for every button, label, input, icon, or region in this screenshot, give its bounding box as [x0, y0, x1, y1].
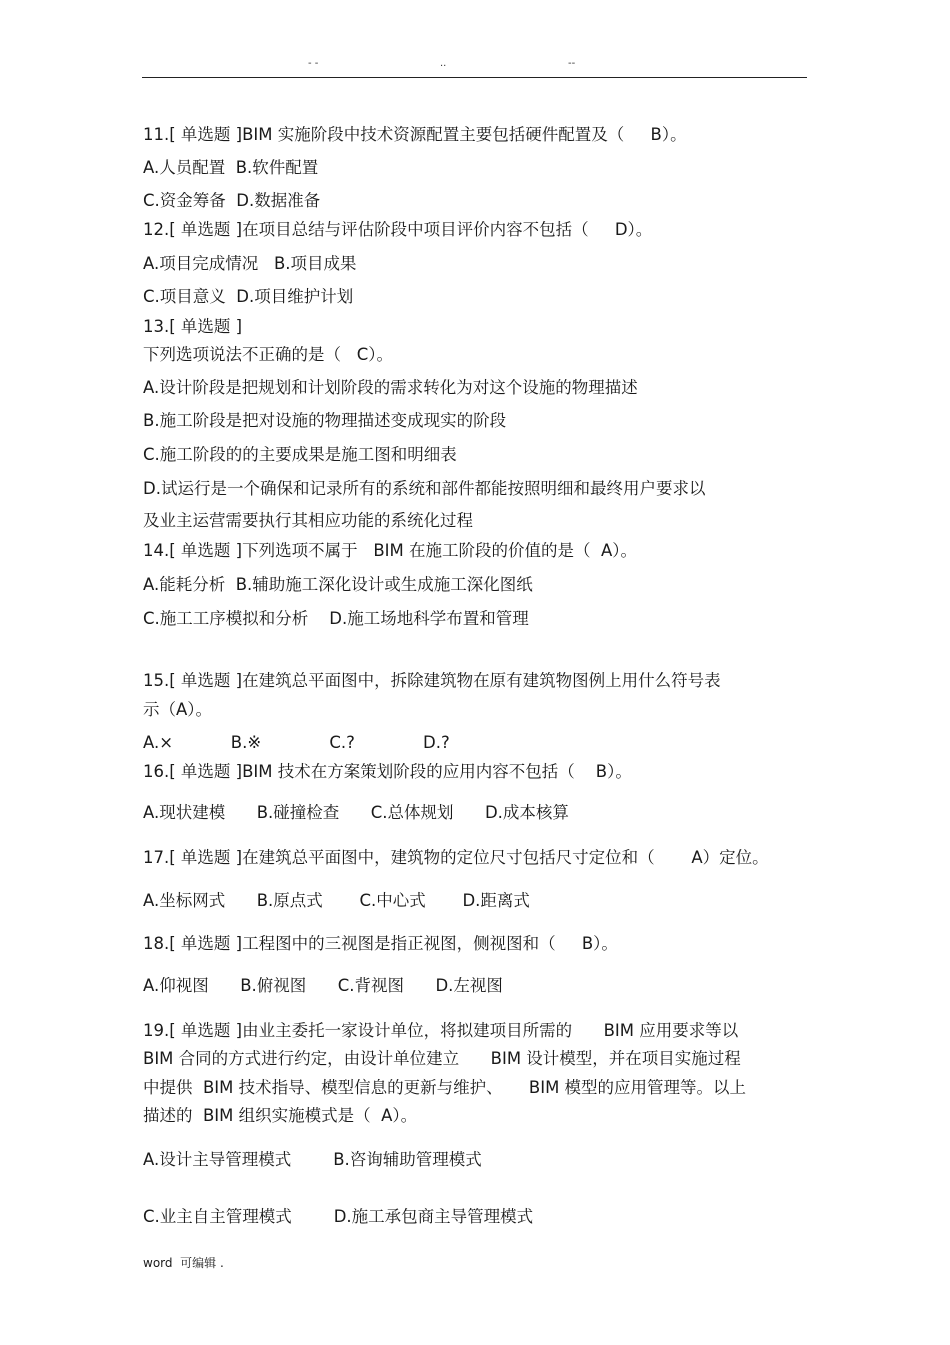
question-14-options-ab: A.能耗分析 B.辅助施工深化设计或生成施工深化图纸 — [143, 575, 533, 594]
question-14: 14.[ 单选题 ]下列选项不属于 BIM 在施工阶段的价值的是（ A）。 — [143, 541, 638, 560]
header-rule — [142, 77, 807, 78]
question-12: 12.[ 单选题 ]在项目总结与评估阶段中项目评价内容不包括（ D）。 — [143, 220, 653, 239]
question-12-options-cd: C.项目意义 D.项目维护计划 — [143, 287, 354, 306]
question-19-line-3: 中提供 BIM 技术指导、模型信息的更新与维护、 BIM 模型的应用管理等。以上 — [143, 1078, 747, 1097]
page-header-marks — [0, 58, 950, 72]
question-16-options: A.现状建模 B.碰撞检查 C.总体规划 D.成本核算 — [143, 803, 569, 822]
question-13: 下列选项说法不正确的是（ C）。 — [143, 345, 394, 364]
question-13-option-b: B.施工阶段是把对设施的物理描述变成现实的阶段 — [143, 411, 507, 430]
question-12-options-ab: A.项目完成情况 B.项目成果 — [143, 254, 357, 273]
question-19-line-2: BIM 合同的方式进行约定，由设计单位建立 BIM 设计模型，并在项目实施过程 — [143, 1049, 741, 1068]
question-14-options-cd: C.施工工序模拟和分析 D.施工场地科学布置和管理 — [143, 609, 529, 628]
header-mark-right: -- — [568, 58, 576, 69]
question-13-label: 13.[ 单选题 ] — [143, 317, 243, 336]
question-19-options-ab: A.设计主导管理模式 B.咨询辅助管理模式 — [143, 1150, 482, 1169]
question-11-options-cd: C.资金筹备 D.数据准备 — [143, 191, 321, 210]
question-19-line-1: 19.[ 单选题 ]由业主委托一家设计单位，将拟建项目所需的 BIM 应用要求等以 — [143, 1021, 739, 1040]
question-19-line-4: 描述的 BIM 组织实施模式是（ A）。 — [143, 1106, 418, 1125]
question-15: 15.[ 单选题 ]在建筑总平面图中，拆除建筑物在原有建筑物图例上用什么符号表 — [143, 671, 721, 690]
header-mark-left: - - — [308, 58, 319, 69]
question-15-cont: 示（A）。 — [143, 700, 213, 719]
question-16: 16.[ 单选题 ]BIM 技术在方案策划阶段的应用内容不包括（ B）。 — [143, 762, 632, 781]
question-13-option-d: D.试运行是一个确保和记录所有的系统和部件都能按照明细和最终用户要求以 — [143, 479, 706, 498]
question-13-option-c: C.施工阶段的的主要成果是施工图和明细表 — [143, 445, 457, 464]
question-13-option-a: A.设计阶段是把规划和计划阶段的需求转化为对这个设施的物理描述 — [143, 378, 638, 397]
question-15-options: A.× B.※ C.? D.? — [143, 733, 450, 752]
page-footer: word 可编辑 . — [143, 1256, 224, 1270]
header-mark-middle: .. — [440, 58, 447, 69]
question-18-options: A.仰视图 B.俯视图 C.背视图 D.左视图 — [143, 976, 503, 995]
question-11: 11.[ 单选题 ]BIM 实施阶段中技术资源配置主要包括硬件配置及（ B）。 — [143, 125, 687, 144]
question-17: 17.[ 单选题 ]在建筑总平面图中，建筑物的定位尺寸包括尺寸定位和（ A）定位。 — [143, 848, 769, 867]
question-13-option-d-cont: 及业主运营需要执行其相应功能的系统化过程 — [143, 511, 473, 530]
question-17-options: A.坐标网式 B.原点式 C.中心式 D.距离式 — [143, 891, 530, 910]
question-11-options-ab: A.人员配置 B.软件配置 — [143, 158, 319, 177]
question-19-options-cd: C.业主自主管理模式 D.施工承包商主导管理模式 — [143, 1207, 534, 1226]
question-18: 18.[ 单选题 ]工程图中的三视图是指正视图，侧视图和（ B）。 — [143, 934, 618, 953]
